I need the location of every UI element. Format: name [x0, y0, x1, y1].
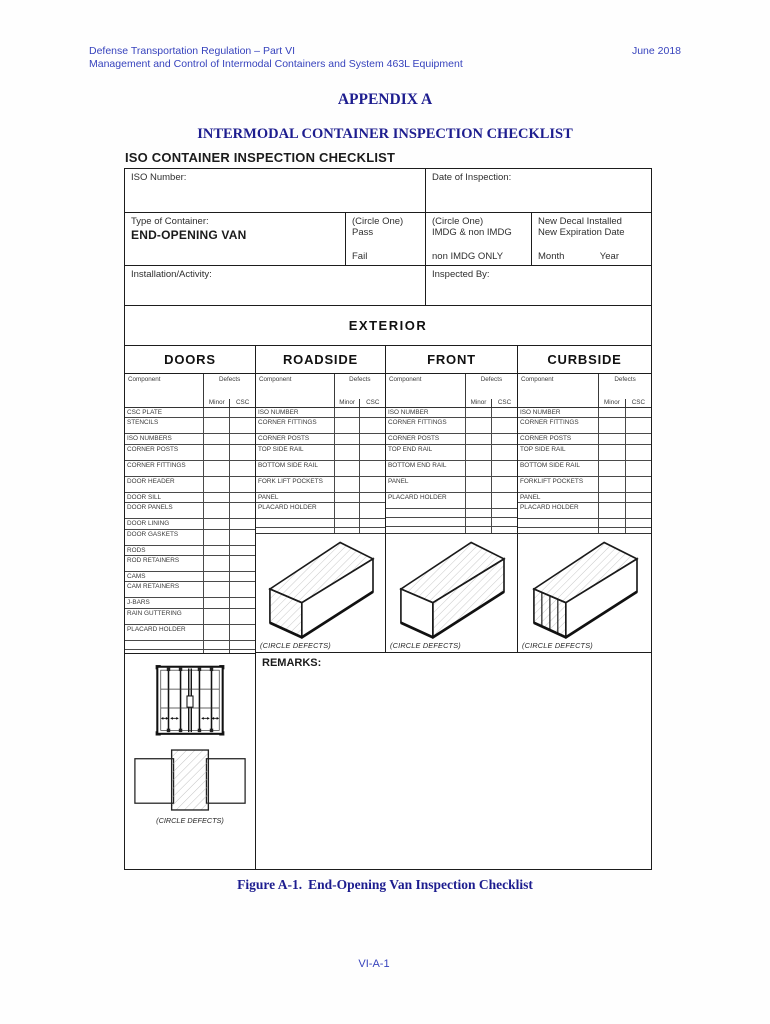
- minor-defect-cell: [335, 408, 361, 417]
- component-row: [386, 445, 517, 461]
- component-label: [518, 519, 599, 527]
- component-label: BOTTOM END RAIL: [386, 461, 466, 476]
- minor-defect-cell: [204, 530, 230, 545]
- installation-activity-field: [125, 266, 425, 305]
- csc-header: CSC: [235, 399, 250, 406]
- component-label: ISO NUMBER: [518, 408, 599, 417]
- csc-defect-cell: [230, 556, 255, 571]
- component-row: [125, 598, 255, 608]
- component-row: [125, 582, 255, 598]
- minor-defect-cell: [466, 434, 492, 443]
- fail-option: Fail: [352, 251, 368, 262]
- component-row: [125, 556, 255, 572]
- circle-defects-caption: (CIRCLE DEFECTS): [156, 816, 224, 825]
- csc-defect-cell: [492, 408, 517, 417]
- csc-defect-cell: [360, 408, 385, 417]
- csc-defect-cell: [492, 509, 517, 517]
- component-label: ISO NUMBER: [256, 408, 335, 417]
- component-row: [125, 477, 255, 493]
- minor-defect-cell: [335, 418, 361, 433]
- minor-defect-cell: [599, 461, 626, 476]
- component-row: [125, 445, 255, 461]
- date-of-inspection-label: Date of Inspection:: [432, 172, 512, 183]
- component-label: PLACARD HOLDER: [386, 493, 466, 508]
- component-label: CORNER FITTINGS: [518, 418, 599, 433]
- component-row: [256, 503, 385, 519]
- exterior-section-header: EXTERIOR: [125, 306, 651, 346]
- minor-defect-cell: [599, 503, 626, 518]
- component-row: [518, 477, 651, 493]
- inspected-by-field: [425, 266, 651, 305]
- page-number: VI-A-1: [358, 958, 390, 970]
- minor-defect-cell: [204, 408, 230, 417]
- csc-defect-cell: [626, 461, 651, 476]
- component-row: [386, 461, 517, 477]
- new-decal-label: New Decal Installed: [538, 216, 622, 227]
- minor-header: Minor: [599, 399, 626, 407]
- component-row: [125, 572, 255, 582]
- component-label: CORNER POSTS: [386, 434, 466, 443]
- circle-defects-caption: (CIRCLE DEFECTS): [260, 641, 331, 650]
- front-drawing-cell: [385, 533, 517, 653]
- regulation-title-line1: Defense Transportation Regulation – Part VI: [89, 45, 296, 57]
- csc-defect-cell: [492, 518, 517, 526]
- csc-defect-cell: [230, 408, 255, 417]
- container-curbside-drawing: [521, 537, 649, 641]
- component-label: PLACARD HOLDER: [125, 625, 204, 640]
- minor-defect-cell: [204, 572, 230, 581]
- imdg-both-option: IMDG & non IMDG: [432, 227, 512, 238]
- component-row: [518, 493, 651, 503]
- minor-defect-cell: [599, 493, 626, 502]
- minor-defect-cell: [599, 445, 626, 460]
- component-label: PLACARD HOLDER: [518, 503, 599, 518]
- circle-one-label: (Circle One): [432, 216, 484, 227]
- defects-header: Defects: [480, 376, 503, 383]
- column-header-doors: [125, 374, 255, 408]
- minor-defect-cell: [204, 445, 230, 460]
- door-end-drawing: [147, 662, 233, 742]
- defects-header: Defects: [218, 376, 241, 383]
- circle-defects-caption: (CIRCLE DEFECTS): [522, 641, 593, 650]
- csc-defect-cell: [360, 503, 385, 518]
- minor-defect-cell: [204, 434, 230, 443]
- component-label: TOP END RAIL: [386, 445, 466, 460]
- csc-defect-cell: [626, 434, 651, 443]
- circle-defects-caption: (CIRCLE DEFECTS): [390, 641, 461, 650]
- minor-defect-cell: [335, 519, 361, 527]
- component-row: [125, 493, 255, 503]
- roadside-component-list: [255, 408, 385, 533]
- csc-defect-cell: [492, 445, 517, 460]
- form-title: ISO CONTAINER INSPECTION CHECKLIST: [125, 150, 396, 165]
- column-title-doors: DOORS: [125, 346, 255, 374]
- minor-defect-cell: [599, 519, 626, 527]
- container-type-value: END-OPENING VAN: [131, 228, 247, 242]
- column-header-front: [385, 374, 517, 408]
- installation-activity-label: Installation/Activity:: [131, 269, 212, 280]
- minor-defect-cell: [204, 582, 230, 597]
- minor-defect-cell: [204, 519, 230, 528]
- csc-defect-cell: [626, 503, 651, 518]
- component-label: RAIN GUTTERING: [125, 609, 204, 624]
- defects-header: Defects: [349, 376, 371, 383]
- csc-defect-cell: [230, 434, 255, 443]
- csc-defect-cell: [360, 461, 385, 476]
- csc-defect-cell: [230, 445, 255, 460]
- csc-defect-cell: [360, 434, 385, 443]
- csc-defect-cell: [360, 493, 385, 502]
- regulation-title-line2: Management and Control of Intermodal Containers and System 463L Equipment: [89, 58, 463, 70]
- csc-defect-cell: [626, 477, 651, 492]
- csc-defect-cell: [626, 493, 651, 502]
- minor-defect-cell: [599, 477, 626, 492]
- component-row: [125, 408, 255, 418]
- component-label: PANEL: [518, 493, 599, 502]
- component-row: [256, 445, 385, 461]
- doors-drawing-cell: [125, 653, 255, 869]
- component-row: [386, 509, 517, 518]
- component-row: [125, 530, 255, 546]
- minor-header: Minor: [335, 399, 361, 407]
- csc-defect-cell: [230, 641, 255, 649]
- front-component-list: [385, 408, 517, 533]
- component-label: DOOR LINING: [125, 519, 204, 528]
- component-label: STENCILS: [125, 418, 204, 433]
- column-title-curbside: CURBSIDE: [517, 346, 651, 374]
- decal-field: [531, 213, 651, 265]
- container-front-drawing: [389, 537, 515, 641]
- component-row: [256, 519, 385, 528]
- component-row: [125, 418, 255, 434]
- csc-header: CSC: [366, 399, 380, 406]
- csc-defect-cell: [230, 418, 255, 433]
- csc-defect-cell: [626, 408, 651, 417]
- csc-defect-cell: [492, 418, 517, 433]
- month-label: Month: [538, 251, 565, 262]
- minor-defect-cell: [466, 518, 492, 526]
- component-row: [256, 434, 385, 444]
- minor-defect-cell: [335, 445, 361, 460]
- component-row: [256, 461, 385, 477]
- remarks-label: REMARKS:: [262, 657, 322, 669]
- csc-defect-cell: [360, 418, 385, 433]
- minor-header: Minor: [204, 399, 230, 407]
- defects-header: Defects: [614, 376, 636, 383]
- component-row: [386, 493, 517, 509]
- component-label: PANEL: [386, 477, 466, 492]
- component-label: DOOR GASKETS: [125, 530, 204, 545]
- minor-defect-cell: [335, 461, 361, 476]
- component-label: J-BARS: [125, 598, 204, 607]
- csc-defect-cell: [360, 477, 385, 492]
- component-row: [256, 418, 385, 434]
- csc-defect-cell: [492, 493, 517, 508]
- year-label: Year: [599, 251, 619, 262]
- date-of-inspection-field: [425, 169, 651, 212]
- component-row: [386, 408, 517, 418]
- component-label: ISO NUMBERS: [125, 434, 204, 443]
- component-row: [518, 408, 651, 418]
- column-header-curbside: [517, 374, 651, 408]
- component-label: [386, 518, 466, 526]
- column-title-roadside: ROADSIDE: [255, 346, 385, 374]
- minor-defect-cell: [204, 477, 230, 492]
- csc-defect-cell: [360, 519, 385, 527]
- component-row: [125, 519, 255, 529]
- csc-defect-cell: [492, 477, 517, 492]
- component-label: TOP SIDE RAIL: [256, 445, 335, 460]
- imdg-only-option: non IMDG ONLY: [432, 251, 504, 262]
- component-row: [125, 641, 255, 650]
- csc-defect-cell: [230, 530, 255, 545]
- component-label: CORNER POSTS: [518, 434, 599, 443]
- component-row: [518, 434, 651, 444]
- figure-caption: [124, 877, 652, 893]
- csc-header: CSC: [497, 399, 512, 406]
- minor-defect-cell: [466, 493, 492, 508]
- imdg-field: [425, 213, 531, 265]
- page-header: [89, 45, 681, 71]
- type-of-container-label: Type of Container:: [131, 216, 209, 227]
- component-label: CORNER POSTS: [125, 445, 204, 460]
- column-title-front: FRONT: [385, 346, 517, 374]
- component-label: PANEL: [256, 493, 335, 502]
- csc-defect-cell: [230, 477, 255, 492]
- component-label: DOOR HEADER: [125, 477, 204, 492]
- component-row: [518, 418, 651, 434]
- type-of-container-field: [125, 213, 345, 265]
- csc-defect-cell: [230, 519, 255, 528]
- minor-defect-cell: [204, 625, 230, 640]
- iso-number-field: [125, 169, 425, 212]
- csc-defect-cell: [492, 461, 517, 476]
- component-label: DOOR SILL: [125, 493, 204, 502]
- csc-defect-cell: [230, 546, 255, 555]
- curbside-drawing-cell: [517, 533, 651, 653]
- component-label: BOTTOM SIDE RAIL: [256, 461, 335, 476]
- component-row: [256, 408, 385, 418]
- minor-defect-cell: [204, 598, 230, 607]
- form-row-installation: [125, 266, 651, 306]
- csc-defect-cell: [230, 503, 255, 518]
- inspected-by-label: Inspected By:: [432, 269, 490, 280]
- curbside-component-list: [517, 408, 651, 533]
- csc-defect-cell: [230, 572, 255, 581]
- header-date: June 2018: [631, 45, 681, 57]
- component-row: [125, 503, 255, 519]
- component-row: [386, 518, 517, 527]
- csc-defect-cell: [626, 418, 651, 433]
- document-title: INTERMODAL CONTAINER INSPECTION CHECKLIST: [197, 126, 573, 142]
- minor-defect-cell: [599, 434, 626, 443]
- component-label: FORK LIFT POCKETS: [256, 477, 335, 492]
- component-label: CORNER POSTS: [256, 434, 335, 443]
- minor-defect-cell: [466, 408, 492, 417]
- appendix-title: APPENDIX A: [337, 91, 433, 108]
- minor-defect-cell: [335, 477, 361, 492]
- minor-defect-cell: [204, 546, 230, 555]
- component-label: CAMS: [125, 572, 204, 581]
- csc-defect-cell: [230, 598, 255, 607]
- component-row: [125, 625, 255, 641]
- minor-defect-cell: [599, 418, 626, 433]
- minor-defect-cell: [204, 641, 230, 649]
- month-year-row: [538, 251, 645, 262]
- column-header-roadside: [255, 374, 385, 408]
- form-row-container-type: [125, 213, 651, 266]
- csc-defect-cell: [230, 609, 255, 624]
- minor-defect-cell: [204, 493, 230, 502]
- minor-defect-cell: [466, 461, 492, 476]
- component-row: [386, 418, 517, 434]
- component-label: BOTTOM SIDE RAIL: [518, 461, 599, 476]
- component-label: CORNER FITTINGS: [386, 418, 466, 433]
- figure-caption-text: End-Opening Van Inspection Checklist: [308, 877, 533, 892]
- component-label: CSC PLATE: [125, 408, 204, 417]
- component-label: CORNER FITTINGS: [256, 418, 335, 433]
- minor-defect-cell: [335, 434, 361, 443]
- component-label: DOOR PANELS: [125, 503, 204, 518]
- component-label: ISO NUMBER: [386, 408, 466, 417]
- csc-defect-cell: [360, 445, 385, 460]
- remarks-section: [255, 653, 651, 869]
- new-expiration-label: New Expiration Date: [538, 227, 625, 238]
- component-row: [386, 434, 517, 444]
- csc-defect-cell: [492, 434, 517, 443]
- csc-defect-cell: [230, 625, 255, 640]
- csc-defect-cell: [626, 519, 651, 527]
- iso-number-label: ISO Number:: [131, 172, 187, 183]
- component-label: ROD RETAINERS: [125, 556, 204, 571]
- minor-defect-cell: [335, 503, 361, 518]
- minor-defect-cell: [335, 493, 361, 502]
- component-header: Component: [518, 374, 599, 407]
- csc-defect-cell: [230, 493, 255, 502]
- minor-defect-cell: [599, 408, 626, 417]
- component-row: [386, 477, 517, 493]
- minor-defect-cell: [204, 503, 230, 518]
- csc-defect-cell: [230, 582, 255, 597]
- component-row: [256, 493, 385, 503]
- doors-component-list: [125, 408, 255, 653]
- roof-plan-drawing: [132, 747, 248, 813]
- minor-defect-cell: [466, 418, 492, 433]
- component-label: CAM RETAINERS: [125, 582, 204, 597]
- roadside-drawing-cell: [255, 533, 385, 653]
- minor-defect-cell: [204, 609, 230, 624]
- minor-defect-cell: [204, 461, 230, 476]
- component-row: [125, 461, 255, 477]
- component-header: Component: [386, 374, 466, 407]
- component-row: [518, 461, 651, 477]
- component-row: [518, 503, 651, 519]
- component-label: FORKLIFT POCKETS: [518, 477, 599, 492]
- circle-one-label: (Circle One): [352, 216, 404, 227]
- csc-header: CSC: [631, 399, 645, 406]
- component-label: [256, 519, 335, 527]
- component-row: [125, 609, 255, 625]
- minor-defect-cell: [204, 556, 230, 571]
- minor-defect-cell: [204, 418, 230, 433]
- component-row: [256, 477, 385, 493]
- component-row: [518, 519, 651, 528]
- figure-number: Figure A-1.: [237, 877, 303, 892]
- exterior-columns: [125, 346, 651, 869]
- component-row: [125, 434, 255, 444]
- minor-defect-cell: [466, 477, 492, 492]
- csc-defect-cell: [626, 445, 651, 460]
- inspection-form: [124, 168, 652, 870]
- component-row: [518, 445, 651, 461]
- component-label: [386, 509, 466, 517]
- minor-defect-cell: [466, 445, 492, 460]
- component-label: TOP SIDE RAIL: [518, 445, 599, 460]
- component-label: PLACARD HOLDER: [256, 503, 335, 518]
- component-header: Component: [256, 374, 335, 407]
- minor-defect-cell: [466, 509, 492, 517]
- component-label: CORNER FITTINGS: [125, 461, 204, 476]
- pass-fail-field: [345, 213, 425, 265]
- component-label: RODS: [125, 546, 204, 555]
- csc-defect-cell: [230, 461, 255, 476]
- pass-option: Pass: [352, 227, 374, 238]
- component-row: [125, 546, 255, 556]
- minor-header: Minor: [466, 399, 492, 407]
- component-header: Component: [125, 374, 204, 407]
- container-roadside-drawing: [258, 537, 384, 641]
- form-row-identification: [125, 169, 651, 213]
- component-label: [125, 641, 204, 649]
